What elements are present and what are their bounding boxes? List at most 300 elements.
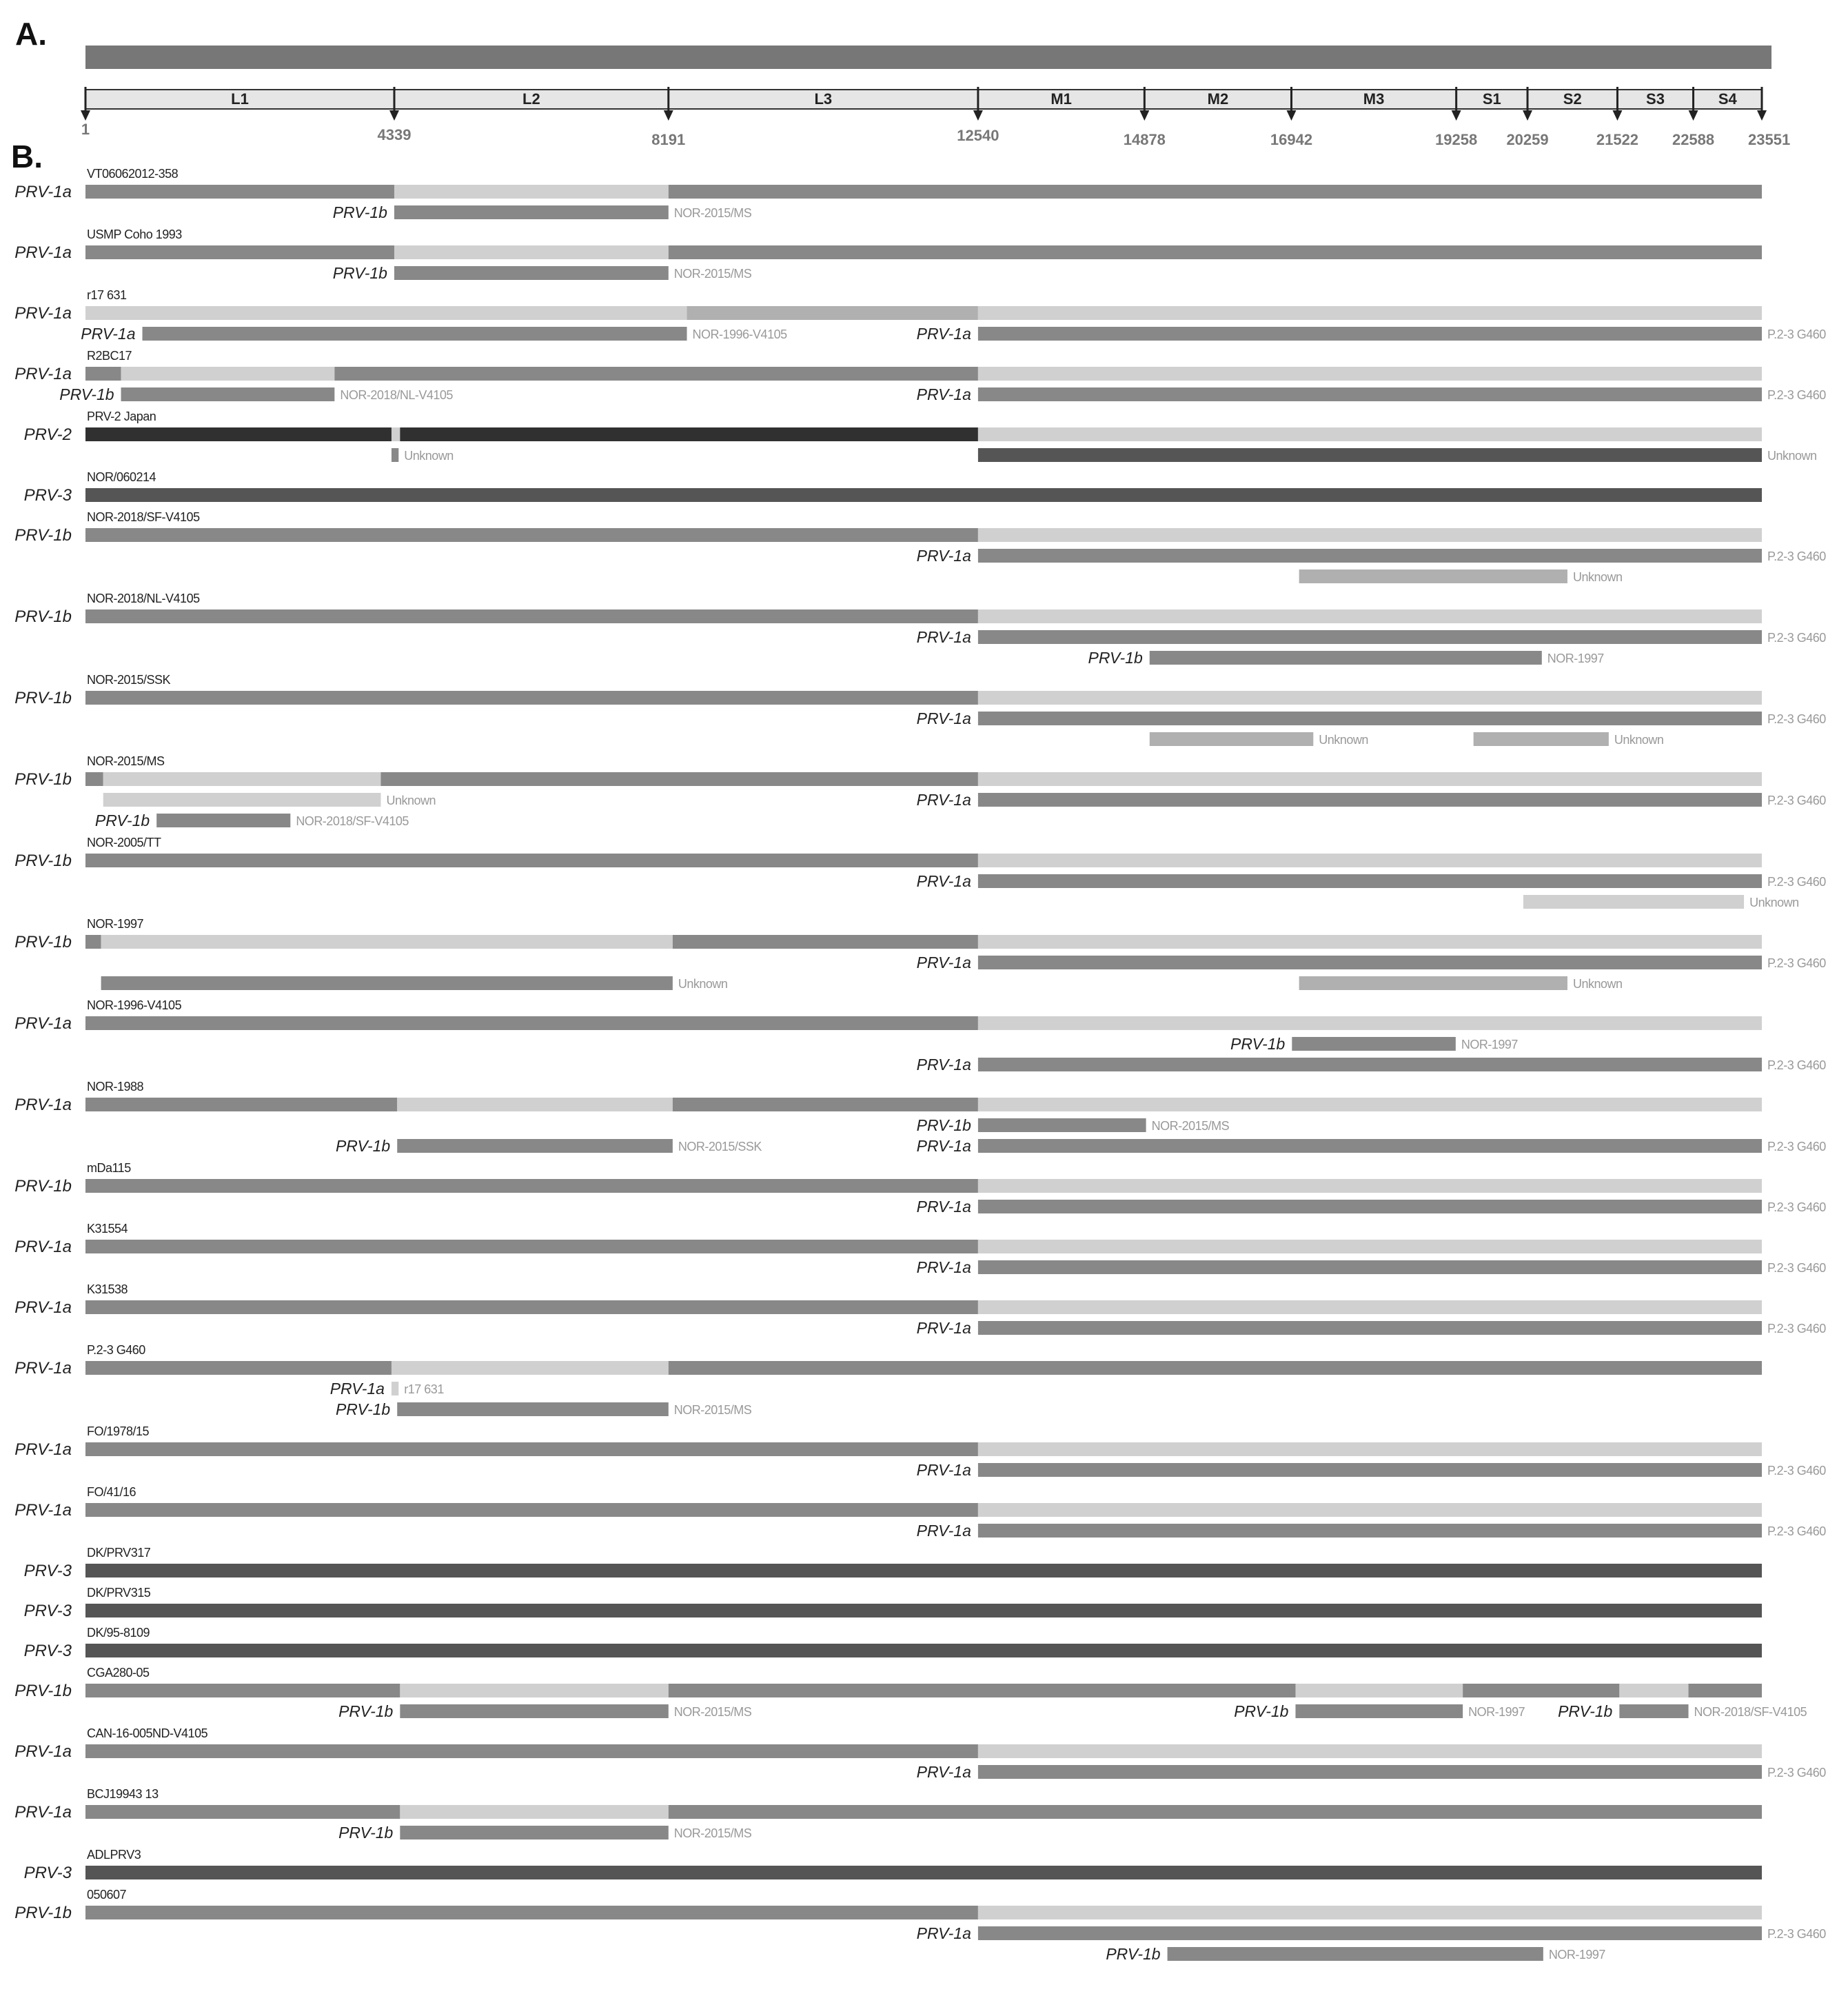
genome-segment: [85, 1503, 978, 1517]
genome-segment: [85, 691, 978, 705]
isolate-name: DK/PRV317: [87, 1546, 151, 1560]
parent-isolate-label: Unknown: [386, 794, 436, 807]
parent-isolate-label: NOR-2015/MS: [673, 206, 752, 220]
recombinant-segment: [101, 976, 673, 990]
isolate-name: DK/95-8109: [87, 1626, 150, 1640]
parent-isolate-label: P.2-3 G460: [1767, 1927, 1826, 1941]
boundary-arrow: [1612, 110, 1622, 121]
genotype-label: PRV-1b: [14, 1177, 72, 1196]
recombinant-segment: [103, 793, 381, 807]
genome-segment: [103, 772, 381, 786]
isolate-name: BCJ19943 13: [87, 1787, 159, 1801]
parent-isolate-label: NOR-2018/SF-V4105: [296, 814, 409, 828]
genome-segment: [392, 1361, 669, 1375]
isolate-row: [14, 288, 1826, 343]
genome-segment: [673, 935, 978, 949]
isolate-row: [24, 470, 1762, 505]
parent-isolate-label: NOR-2015/MS: [673, 1403, 752, 1417]
isolate-row: [14, 1485, 1826, 1540]
isolate-name: NOR/060214: [87, 470, 156, 484]
genome-segment: [85, 609, 978, 623]
parent-isolate-label: P.2-3 G460: [1767, 1140, 1826, 1153]
panel-a-label: A.: [15, 16, 47, 52]
genotype-label: PRV-1a: [14, 1742, 72, 1761]
recombinant-segment: [978, 1321, 1762, 1335]
recombinant-segment: [392, 448, 398, 462]
recombinant-segment: [978, 630, 1762, 644]
genome-segment: [978, 1442, 1762, 1456]
segment-label: S1: [1482, 90, 1501, 108]
genome-segment: [687, 306, 978, 320]
parent-isolate-label: NOR-2015/MS: [1151, 1119, 1230, 1133]
genome-segment: [394, 245, 669, 259]
genome-segment: [978, 1098, 1762, 1111]
genome-segment: [978, 528, 1762, 542]
segment-label: S3: [1646, 90, 1665, 108]
genome-segment: [978, 427, 1762, 441]
segment-track: [85, 90, 1762, 109]
isolate-row: [24, 1626, 1762, 1660]
parent-isolate-label: P.2-3 G460: [1767, 550, 1826, 563]
recombinant-segment: [978, 448, 1762, 462]
genome-segment: [85, 1098, 397, 1111]
recombinant-segment: [1150, 732, 1314, 746]
genome-segment: [85, 1016, 978, 1030]
isolate-name: NOR-2005/TT: [87, 836, 161, 849]
genome-segment: [400, 1684, 668, 1697]
isolate-row: [14, 917, 1826, 991]
isolate-name: r17 631: [87, 288, 127, 302]
isolate-row: [24, 1546, 1762, 1580]
parent-genotype-label: PRV-1a: [916, 954, 971, 971]
genome-segment: [978, 1179, 1762, 1193]
isolate-row: [14, 1787, 1762, 1842]
recombinant-segment: [978, 1118, 1146, 1132]
genome-segment: [978, 1300, 1762, 1314]
genome-segment: [400, 427, 978, 441]
isolate-row: [14, 754, 1826, 829]
genome-segment: [85, 772, 103, 786]
genome-segment: [85, 1240, 978, 1253]
genome-segment: [978, 1744, 1762, 1758]
recombinant-segment: [394, 205, 669, 219]
parent-genotype-label: PRV-1a: [916, 1461, 971, 1479]
parent-genotype-label: PRV-1a: [916, 547, 971, 565]
isolate-name: ADLPRV3: [87, 1848, 141, 1862]
genome-segment: [85, 1564, 1762, 1577]
genome-segment: [85, 1866, 1762, 1879]
parent-genotype-label: PRV-1b: [94, 811, 150, 829]
genotype-label: PRV-1b: [14, 1682, 72, 1700]
genome-segment: [394, 185, 669, 199]
parent-genotype-label: PRV-1b: [1106, 1945, 1161, 1963]
genome-segment: [85, 1442, 978, 1456]
isolate-name: NOR-1988: [87, 1080, 144, 1093]
isolate-name: NOR-2018/SF-V4105: [87, 510, 200, 524]
genome-segment: [978, 1906, 1762, 1919]
isolate-row: [14, 1424, 1826, 1479]
recombinant-segment: [1168, 1947, 1543, 1961]
parent-isolate-label: P.2-3 G460: [1767, 1464, 1826, 1478]
parent-isolate-label: NOR-1996-V4105: [692, 327, 787, 341]
parent-genotype-label: PRV-1a: [916, 1763, 971, 1781]
isolate-row: [14, 1080, 1826, 1155]
recombinant-segment: [1619, 1704, 1688, 1718]
isolate-name: NOR-2015/MS: [87, 754, 165, 768]
boundary-arrow: [1689, 110, 1698, 121]
position-label: 4339: [377, 126, 412, 143]
recombinant-segment: [1299, 569, 1567, 583]
genome-segment: [85, 1744, 978, 1758]
parent-isolate-label: NOR-2015/MS: [673, 1705, 752, 1719]
genome-segment: [85, 185, 394, 199]
recombinant-segment: [397, 1139, 673, 1153]
boundary-arrow: [81, 110, 90, 121]
isolate-row: [24, 1848, 1762, 1882]
genome-segment: [85, 935, 101, 949]
segment-label: S4: [1718, 90, 1737, 108]
recombinant-segment: [978, 1200, 1762, 1213]
recombinant-segment: [1295, 1704, 1463, 1718]
genome-segment: [978, 854, 1762, 867]
genotype-label: PRV-1a: [14, 183, 72, 201]
genome-segment: [400, 1805, 668, 1819]
parent-genotype-label: PRV-1b: [332, 203, 387, 221]
genome-segment: [978, 1016, 1762, 1030]
parent-genotype-label: PRV-1a: [916, 1522, 971, 1540]
genome-segment: [85, 528, 978, 542]
parent-isolate-label: NOR-2015/MS: [673, 1826, 752, 1840]
genome-segment: [669, 1361, 1762, 1375]
recombinant-segment: [978, 1926, 1762, 1940]
parent-isolate-label: P.2-3 G460: [1767, 1261, 1826, 1275]
genome-segment: [1463, 1684, 1619, 1697]
genotype-label: PRV-1a: [14, 1238, 72, 1256]
genome-segment: [85, 1644, 1762, 1657]
segment-label: M1: [1050, 90, 1072, 108]
position-label: 16942: [1270, 131, 1313, 148]
parent-isolate-label: Unknown: [404, 449, 454, 463]
parent-isolate-label: Unknown: [1572, 570, 1623, 584]
isolate-name: FO/1978/15: [87, 1424, 150, 1438]
parent-isolate-label: NOR-1997: [1548, 1948, 1605, 1962]
parent-isolate-label: Unknown: [1749, 896, 1799, 909]
parent-isolate-label: P.2-3 G460: [1767, 1200, 1826, 1214]
isolate-name: K31538: [87, 1282, 128, 1296]
genome-segment: [978, 1503, 1762, 1517]
recombinant-segment: [400, 1826, 668, 1839]
recombinant-segment: [978, 874, 1762, 888]
isolate-name: CAN-16-005ND-V4105: [87, 1726, 208, 1740]
position-label: 20259: [1506, 131, 1549, 148]
genotype-label: PRV-3: [23, 1864, 72, 1882]
genotype-label: PRV-1b: [14, 526, 72, 545]
parent-genotype-label: PRV-1b: [59, 385, 114, 403]
recombinant-segment: [978, 1260, 1762, 1274]
genome-segment: [85, 1300, 978, 1314]
isolate-name: NOR-2018/NL-V4105: [87, 592, 200, 605]
genotype-label: PRV-1a: [14, 1440, 72, 1459]
position-label: 19258: [1435, 131, 1478, 148]
isolate-row: [14, 673, 1826, 747]
parent-isolate-label: NOR-1997: [1547, 652, 1604, 665]
genotype-label: PRV-3: [23, 1642, 72, 1660]
parent-isolate-label: P.2-3 G460: [1767, 388, 1826, 402]
isolate-row: [14, 1161, 1826, 1216]
genome-segment: [673, 1098, 978, 1111]
parent-genotype-label: PRV-1a: [916, 385, 971, 403]
genome-segment: [669, 1805, 1762, 1819]
parent-genotype-label: PRV-1b: [338, 1702, 394, 1720]
genome-segment: [121, 367, 335, 381]
genome-segment: [669, 245, 1762, 259]
boundary-arrow: [1452, 110, 1461, 121]
isolate-row: [14, 592, 1826, 667]
parent-genotype-label: PRV-1b: [335, 1137, 391, 1155]
panel-b-label: B.: [11, 139, 43, 174]
recombinant-segment: [978, 327, 1762, 341]
genome-segment: [1295, 1684, 1463, 1697]
genome-segment: [85, 306, 143, 320]
genome-segment: [334, 367, 978, 381]
boundary-arrow: [1523, 110, 1532, 121]
panel-a-genome-map: [81, 46, 1790, 148]
isolate-row: [14, 1343, 1762, 1418]
parent-isolate-label: P.2-3 G460: [1767, 875, 1826, 889]
parent-isolate-label: r17 631: [404, 1382, 444, 1396]
recombinant-segment: [978, 387, 1762, 401]
parent-genotype-label: PRV-1b: [338, 1824, 394, 1842]
genotype-label: PRV-1a: [14, 1359, 72, 1378]
parent-genotype-label: PRV-1a: [916, 1137, 971, 1155]
segment-label: L3: [814, 90, 833, 108]
genotype-label: PRV-3: [23, 1562, 72, 1580]
recombinant-segment: [1292, 1037, 1456, 1051]
genotype-label: PRV-1a: [14, 243, 72, 262]
genome-segment: [85, 488, 1762, 502]
genome-segment: [978, 306, 1762, 320]
isolate-row: [14, 510, 1826, 584]
genotype-label: PRV-1b: [14, 851, 72, 870]
isolate-name: CGA280-05: [87, 1666, 150, 1680]
genome-segment: [669, 185, 1762, 199]
genome-segment: [85, 427, 392, 441]
recombinant-segment: [400, 1704, 668, 1718]
parent-genotype-label: PRV-1a: [916, 628, 971, 646]
recombinant-segment: [978, 712, 1762, 725]
position-label: 21522: [1596, 131, 1639, 148]
isolate-name: P.2-3 G460: [87, 1343, 145, 1357]
genome-segment: [85, 1805, 400, 1819]
parent-genotype-label: PRV-1a: [329, 1380, 385, 1398]
isolate-row: [14, 349, 1826, 403]
genome-segment: [85, 1906, 978, 1919]
genotype-label: PRV-3: [23, 1602, 72, 1620]
isolate-row: [14, 998, 1826, 1073]
parent-isolate-label: NOR-1997: [1461, 1038, 1518, 1051]
position-label: 23551: [1748, 131, 1791, 148]
parent-genotype-label: PRV-1b: [916, 1116, 971, 1134]
panel-b-isolates: [14, 167, 1826, 1963]
parent-isolate-label: P.2-3 G460: [1767, 327, 1826, 341]
recombinant-segment: [978, 1058, 1762, 1071]
genotype-label: PRV-1a: [14, 304, 72, 323]
genotype-label: PRV-1b: [14, 607, 72, 626]
genome-segment: [978, 367, 1762, 381]
genome-segment: [101, 935, 673, 949]
genome-segment: [85, 1179, 978, 1193]
isolate-name: mDa115: [87, 1161, 131, 1175]
recombinant-segment: [978, 549, 1762, 563]
parent-isolate-label: P.2-3 G460: [1767, 794, 1826, 807]
parent-isolate-label: Unknown: [1572, 977, 1623, 991]
genome-segment: [1689, 1684, 1762, 1697]
genotype-label: PRV-1b: [14, 933, 72, 951]
recombinant-segment: [1299, 976, 1567, 990]
parent-isolate-label: NOR-2015/SSK: [678, 1140, 762, 1153]
genome-segment: [978, 935, 1762, 949]
position-label: 12540: [957, 127, 999, 144]
parent-genotype-label: PRV-1a: [916, 791, 971, 809]
genome-segment: [978, 609, 1762, 623]
genome-segment: [978, 772, 1762, 786]
parent-genotype-label: PRV-1b: [332, 264, 387, 282]
parent-isolate-label: P.2-3 G460: [1767, 1766, 1826, 1780]
isolate-name: USMP Coho 1993: [87, 228, 182, 241]
genotype-label: PRV-1b: [14, 770, 72, 789]
parent-isolate-label: NOR-2018/SF-V4105: [1694, 1705, 1807, 1719]
recombinant-segment: [394, 266, 669, 280]
isolate-row: [14, 228, 1762, 282]
recombinant-segment: [1150, 651, 1542, 665]
recombinant-segment: [978, 1524, 1762, 1538]
parent-isolate-label: P.2-3 G460: [1767, 1322, 1826, 1335]
recombinant-segment: [978, 956, 1762, 969]
boundary-arrow: [1139, 110, 1149, 121]
position-label: 22588: [1672, 131, 1715, 148]
boundary-arrow: [389, 110, 399, 121]
parent-genotype-label: PRV-1a: [916, 325, 971, 343]
recombinant-segment: [978, 793, 1762, 807]
segment-label: S2: [1563, 90, 1582, 108]
recombinant-segment: [392, 1382, 398, 1395]
genotype-label: PRV-1b: [14, 689, 72, 707]
genome-segment: [397, 1098, 673, 1111]
parent-isolate-label: P.2-3 G460: [1767, 1058, 1826, 1072]
parent-genotype-label: PRV-1a: [916, 1258, 971, 1276]
parent-genotype-label: PRV-1b: [1234, 1702, 1289, 1720]
isolate-name: 050607: [87, 1888, 127, 1902]
parent-genotype-label: PRV-1b: [1558, 1702, 1613, 1720]
genome-segment: [978, 691, 1762, 705]
genotype-label: PRV-1a: [14, 1501, 72, 1520]
isolate-name: NOR-2015/SSK: [87, 673, 171, 687]
parent-isolate-label: P.2-3 G460: [1767, 712, 1826, 726]
isolate-row: [14, 1222, 1826, 1276]
position-label: 14878: [1123, 131, 1166, 148]
genome-segment: [669, 1684, 1296, 1697]
position-label: 1: [81, 121, 90, 138]
boundary-arrow: [973, 110, 983, 121]
parent-genotype-label: PRV-1a: [916, 1056, 971, 1073]
parent-genotype-label: PRV-1b: [335, 1400, 391, 1418]
parent-isolate-label: NOR-1997: [1468, 1705, 1525, 1719]
isolate-name: NOR-1996-V4105: [87, 998, 182, 1012]
genotype-label: PRV-1a: [14, 1803, 72, 1822]
recombinant-segment: [397, 1402, 669, 1416]
isolate-name: NOR-1997: [87, 917, 144, 931]
genome-segment: [380, 772, 977, 786]
boundary-arrow: [664, 110, 673, 121]
genome-segment: [85, 854, 978, 867]
parent-isolate-label: P.2-3 G460: [1767, 956, 1826, 970]
isolate-row: [14, 1282, 1826, 1337]
genotype-label: PRV-1b: [14, 1904, 72, 1922]
genome-segment: [392, 427, 400, 441]
parent-isolate-label: Unknown: [1319, 733, 1368, 747]
genotype-label: PRV-3: [23, 486, 72, 505]
recombinant-segment: [978, 1463, 1762, 1477]
isolate-row: [24, 1586, 1762, 1620]
parent-genotype-label: PRV-1a: [916, 709, 971, 727]
parent-isolate-label: NOR-2018/NL-V4105: [340, 388, 453, 402]
isolate-row: [24, 410, 1817, 463]
isolate-row: [14, 167, 1762, 221]
parent-genotype-label: PRV-1a: [916, 1924, 971, 1942]
isolate-row: [14, 836, 1826, 909]
isolate-name: PRV-2 Japan: [87, 410, 156, 423]
genotype-label: PRV-2: [23, 425, 72, 444]
segment-label: L1: [231, 90, 249, 108]
parent-isolate-label: Unknown: [1767, 449, 1817, 463]
parent-isolate-label: Unknown: [678, 977, 728, 991]
genotype-label: PRV-1a: [14, 1014, 72, 1033]
recombinant-segment: [978, 1139, 1762, 1153]
isolate-name: DK/PRV315: [87, 1586, 151, 1600]
genome-segment: [978, 1240, 1762, 1253]
boundary-arrow: [1757, 110, 1767, 121]
genotype-label: PRV-1a: [14, 365, 72, 383]
parent-genotype-label: PRV-1a: [916, 1319, 971, 1337]
genome-segment: [85, 367, 121, 381]
parent-isolate-label: P.2-3 G460: [1767, 1524, 1826, 1538]
genome-segment: [85, 1684, 400, 1697]
parent-isolate-label: Unknown: [1614, 733, 1664, 747]
recombinant-segment: [978, 1765, 1762, 1779]
genotype-label: PRV-1a: [14, 1096, 72, 1114]
recombinant-segment: [1523, 895, 1744, 909]
recombinant-segment: [143, 327, 687, 341]
parent-isolate-label: P.2-3 G460: [1767, 631, 1826, 645]
recombinant-segment: [156, 814, 290, 827]
recombinant-segment: [121, 387, 335, 401]
isolate-name: VT06062012-358: [87, 167, 179, 181]
segment-label: M3: [1363, 90, 1385, 108]
isolate-name: R2BC17: [87, 349, 132, 363]
parent-genotype-label: PRV-1a: [916, 872, 971, 890]
genome-bar: [85, 46, 1771, 69]
isolate-row: [14, 1666, 1807, 1720]
position-label: 8191: [651, 131, 686, 148]
parent-genotype-label: PRV-1a: [916, 1198, 971, 1216]
genome-segment: [85, 245, 394, 259]
genome-segment: [85, 1361, 392, 1375]
parent-genotype-label: PRV-1b: [1088, 649, 1143, 667]
genome-segment: [143, 306, 687, 320]
genotype-label: PRV-1a: [14, 1298, 72, 1317]
segment-label: L2: [522, 90, 540, 108]
genome-segment: [85, 1604, 1762, 1617]
